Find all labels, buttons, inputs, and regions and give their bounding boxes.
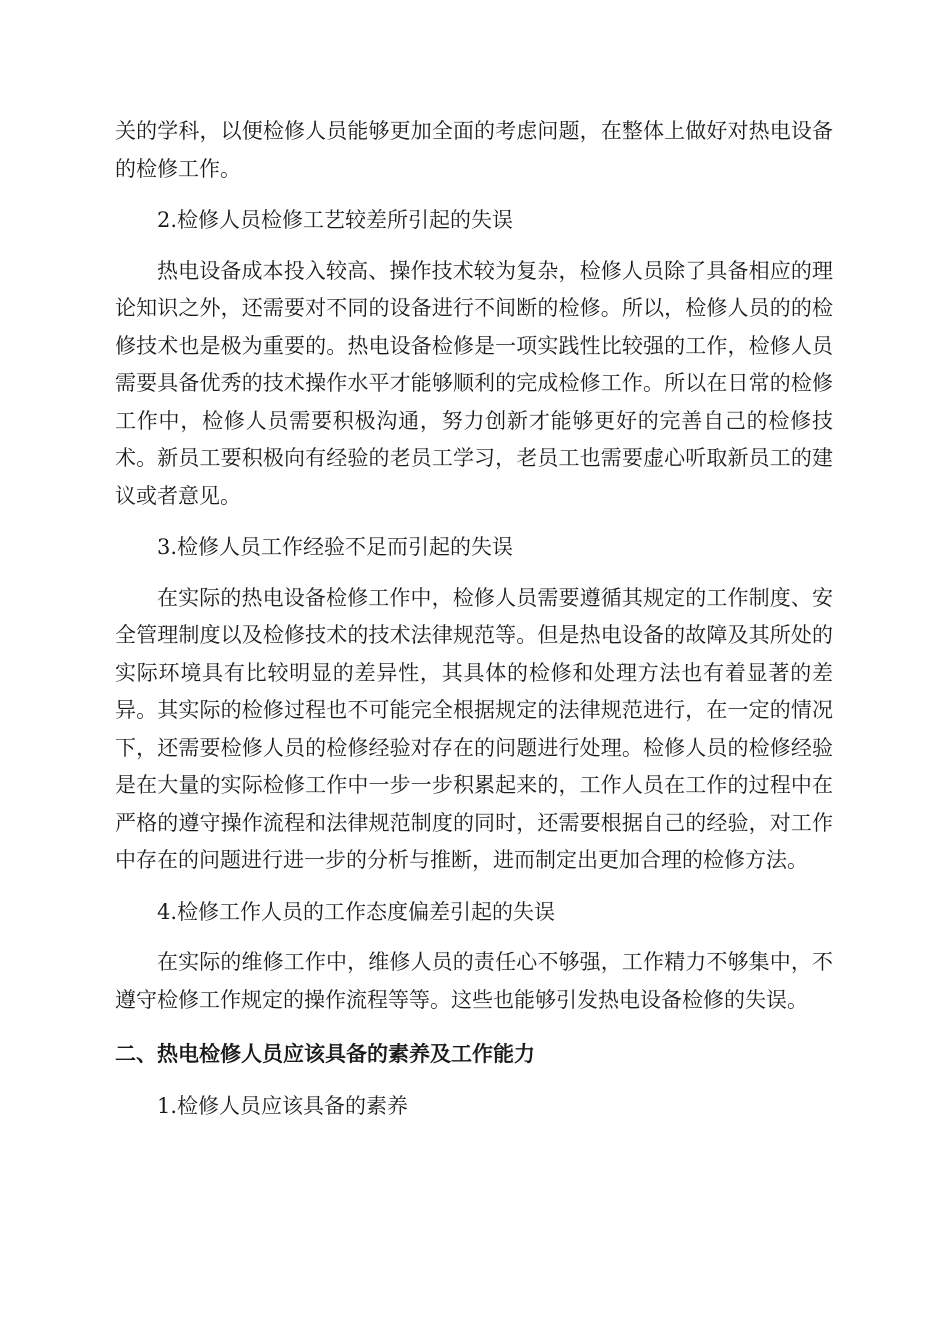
subheading-4: 4.检修工作人员的工作态度偏差引起的失误 bbox=[157, 899, 556, 924]
paragraph-intro-continuation: 关的学科，以便检修人员能够更加全面的考虑问题，在整体上做好对热电设备的检修工作。 bbox=[115, 119, 833, 181]
paragraph-4: 在实际的维修工作中，维修人员的责任心不够强，工作精力不够集中，不遵守检修工作规定的操作流程等等。这些也能够引发热电设备检修的失误。 bbox=[115, 950, 833, 1012]
subheading-2-1: 1.检修人员应该具备的素养 bbox=[157, 1093, 409, 1118]
paragraph-3: 在实际的热电设备检修工作中，检修人员需要遵循其规定的工作制度、安全管理制度以及检修技术的技术法律规范等。但是热电设备的故障及其所处的实际环境具有比较明显的差异性，其具体的检修和处理方法也有着显著的差异。其实际的检修过程也不可能完全根据规定的法律规范进行，在一定的情况下，还需要检修人员的检修经验对存在的问题进行处理。检修人员的检修经验是在大量的实际检修工作中一步一步积累起来的，工作人员在工作的过程中在严格的遵守操作流程和法律规范制度的同时，还需要根据自己的经验，对工作中存在的问题进行进一步的分析与推断，进而制定出更加合理的检修方法。 bbox=[115, 585, 833, 872]
section-heading-2: 二、热电检修人员应该具备的素养及工作能力 bbox=[115, 1042, 535, 1066]
subheading-3: 3.检修人员工作经验不足而引起的失误 bbox=[157, 535, 514, 559]
paragraph-2: 热电设备成本投入较高、操作技术较为复杂，检修人员除了具备相应的理论知识之外，还需要对不同的设备进行不间断的检修。所以，检修人员的的检修技术也是极为重要的。热电设备检修是一项实践性比较强的工作，检修人员需要具备优秀的技术操作水平才能够顺利的完成检修工作。所以在日常的检修工作中，检修人员需要积极沟通，努力创新才能够更好的完善自己的检修技术。新员工要积极向有经验的老员工学习，老员工也需要虚心听取新员工的建议或者意见。 bbox=[115, 258, 833, 508]
document-body bbox=[115, 113, 833, 1138]
subheading-2: 2.检修人员检修工艺较差所引起的失误 bbox=[157, 208, 514, 232]
